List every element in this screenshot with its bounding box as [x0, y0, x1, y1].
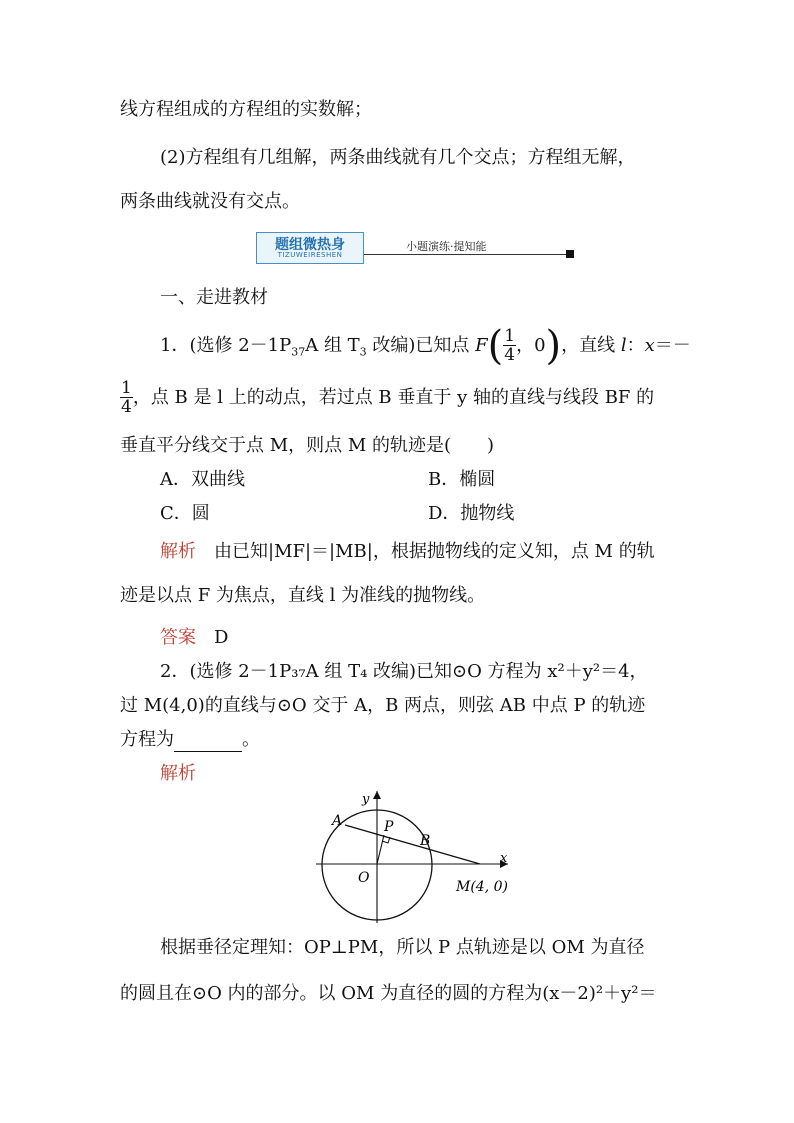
q1-analysis-line-1	[160, 540, 655, 564]
q2-answer-blank	[174, 733, 242, 752]
q1-option-D: D．抛物线	[428, 503, 515, 524]
section-banner	[256, 232, 576, 264]
q1-sub-1: 37	[291, 345, 306, 359]
q1-answer: D	[196, 627, 229, 648]
q1-after: 改编)已知点	[366, 335, 476, 356]
q2-line-2: 过 M(4,0)的直线与⊙O 交于 A，B 两点，则弦 AB 中点 P 的轨迹	[120, 695, 646, 716]
q1-line-2	[120, 380, 654, 416]
figure-chord-line	[345, 825, 480, 864]
banner-rule	[364, 254, 568, 255]
q1-line-2-text: ，点 B 是 l 上的动点，若过点 B 垂直于 y 轴的直线与线段 BF 的	[132, 387, 655, 408]
intro-line-2: (2)方程组有几组解，两条曲线就有几个交点；方程组无解，	[160, 147, 636, 168]
q1-point-rest: ，0	[516, 335, 546, 356]
q1-equals: ＝－	[654, 335, 691, 356]
q2-solution-line-2: 的圆且在⊙O 内的部分。以 OM 为直径的圆的方程为(x－2)²＋y²＝	[120, 983, 657, 1004]
q1-l: l	[620, 335, 627, 356]
q1-left-paren: (	[487, 323, 504, 369]
q2-solution-line-1: 根据垂径定理知：OP⊥PM，所以 P 点轨迹是以 OM 为直径	[160, 937, 645, 958]
q1-right-paren: )	[545, 323, 562, 369]
q1-point-F: F	[475, 335, 488, 356]
q1-sub-2: 3	[359, 345, 367, 359]
q1-line-3: 垂直平分线交于点 M，则点 M 的轨迹是( )	[120, 435, 495, 456]
q1-frac-den: 4	[504, 345, 516, 365]
q2-line-1: 2．(选修 2－1P₃₇A 组 T₄ 改编)已知⊙O 方程为 x²＋y²＝4，	[160, 661, 648, 682]
figure-label-A: A	[332, 813, 343, 829]
q2-analysis-label	[160, 762, 196, 786]
q1-fraction	[503, 328, 516, 364]
intro-line-1: 线方程组成的方程组的实数解；	[120, 99, 372, 120]
q1-colon: ：	[626, 335, 645, 356]
figure-label-M: M(4, 0)	[456, 879, 508, 895]
banner-tagline: 小题演练·提知能	[406, 240, 487, 253]
q1-analysis-text-1: 由已知|MF|＝|MB|，根据抛物线的定义知，点 M 的轨	[196, 541, 655, 562]
q1-x: x	[644, 335, 655, 356]
banner-end-square-icon	[566, 250, 574, 258]
q1-line-1	[160, 323, 691, 369]
q1-frac2-num: 1	[121, 378, 132, 398]
q1-prefix: 1．(选修 2－1P	[160, 335, 292, 356]
figure-y-arrow-icon	[373, 791, 381, 799]
q2-line-3-pre: 方程为	[120, 729, 174, 750]
figure-label-B: B	[420, 833, 431, 849]
q1-option-C: C．圆	[160, 503, 210, 524]
q1-frac-num: 1	[504, 326, 516, 346]
q2-line-3-post: 。	[242, 729, 260, 750]
figure-segment-OP	[377, 835, 384, 864]
figure-label-x: x	[500, 851, 508, 866]
q1-after-point: ，直线	[561, 335, 621, 356]
intro-line-3: 两条曲线就没有交点。	[120, 191, 300, 212]
q1-option-B: B．椭圆	[428, 469, 496, 490]
section-title: 一、走进教材	[160, 287, 268, 308]
figure-label-P: P	[384, 819, 394, 835]
q1-frac2-den: 4	[121, 397, 132, 417]
q1-fraction-2	[120, 380, 133, 416]
q1-analysis-line-2: 迹是以点 F 为焦点，直线 l 为准线的抛物线。	[120, 585, 486, 606]
q1-option-A: A．双曲线	[160, 469, 245, 490]
q1-analysis-label: 解析	[160, 541, 196, 562]
banner-title: 题组微热身	[275, 237, 345, 253]
q2-analysis-label-text: 解析	[160, 763, 196, 784]
circle-geometry-figure	[310, 785, 530, 925]
q1-answer-label: 答案	[160, 627, 196, 648]
figure-label-y: y	[362, 792, 370, 807]
q1-mid: A 组 T	[305, 335, 360, 356]
figure-label-O: O	[358, 870, 370, 886]
q1-answer-line	[160, 626, 228, 650]
q2-line-3	[120, 728, 260, 752]
banner-subtitle: TIZUWEIRESHEN	[277, 251, 343, 259]
